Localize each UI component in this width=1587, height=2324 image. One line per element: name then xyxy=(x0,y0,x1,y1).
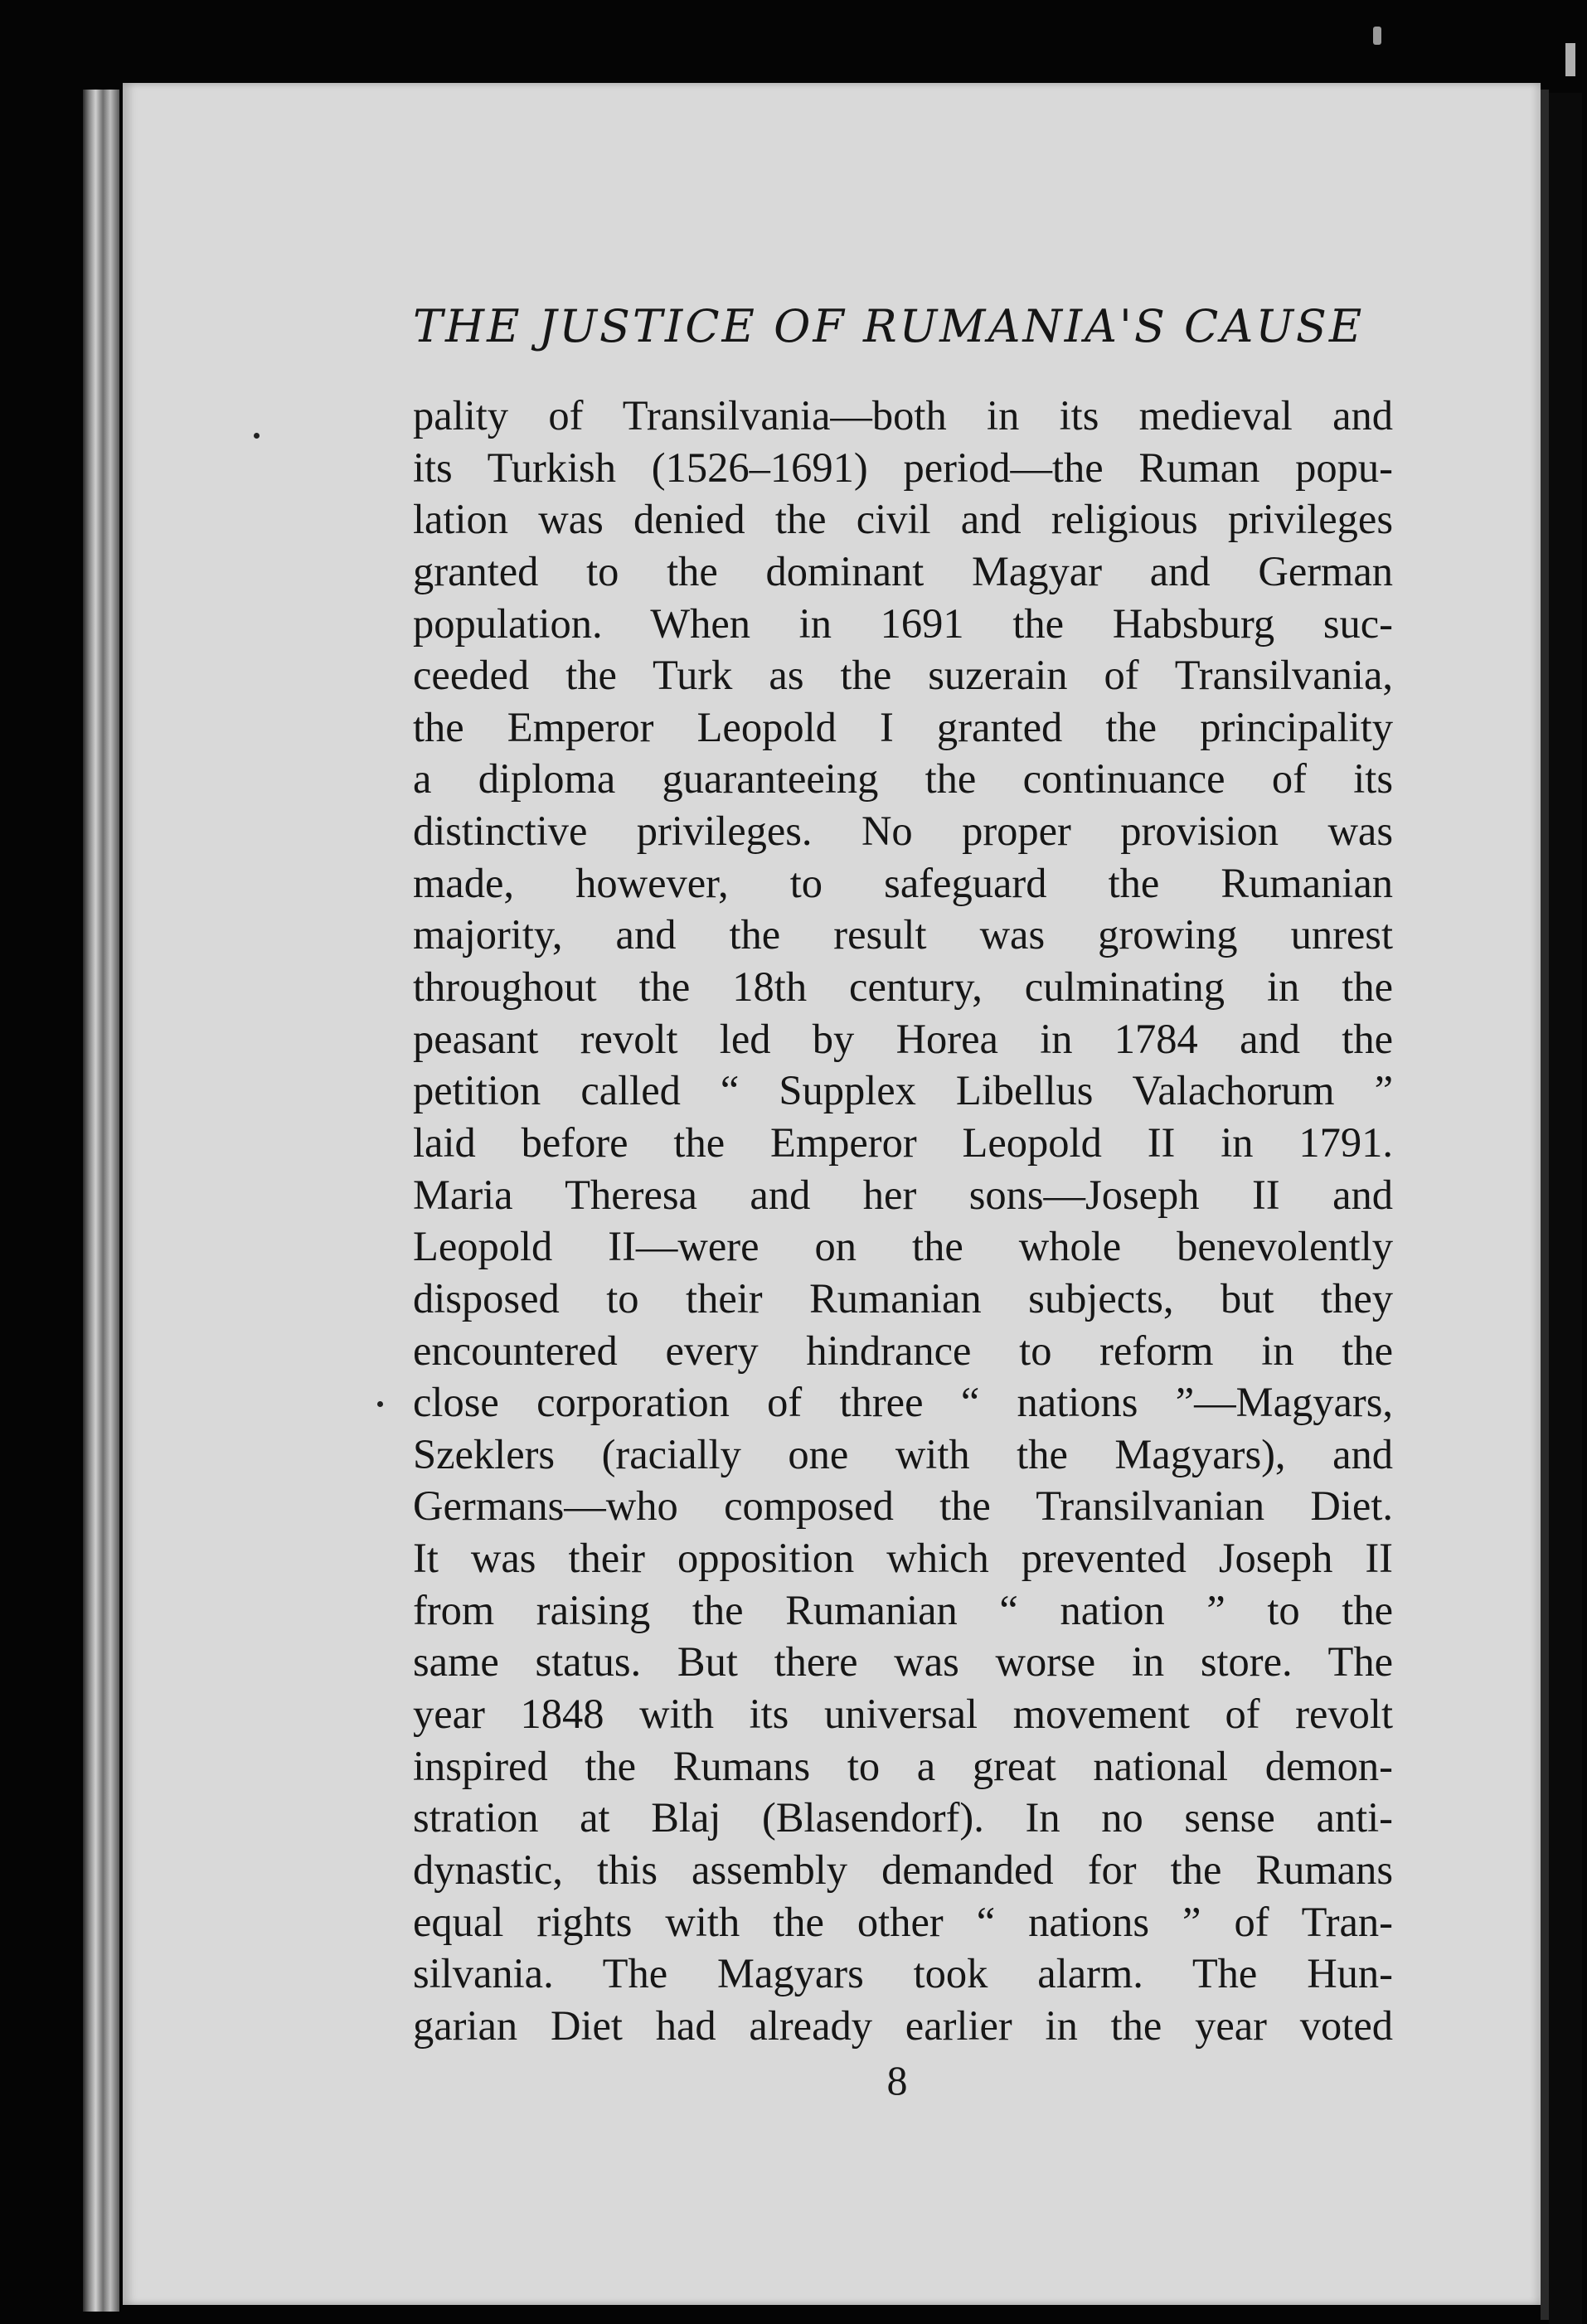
text-line: It was their opposition which prevented Joseph II xyxy=(413,1535,1393,1582)
text-line: equal rights with the other “ nations ” of Tran- xyxy=(413,1898,1393,1945)
text-line: disposed to their Rumanian subjects, but they xyxy=(413,1274,1393,1322)
text-line: pality of Transilvania—both in its medieval and xyxy=(413,392,1393,439)
text-line: distinctive privileges. No proper provision was xyxy=(413,808,1393,855)
text-line: majority, and the result was growing unrest xyxy=(413,911,1393,958)
text-line: granted to the dominant Magyar and German xyxy=(413,547,1393,594)
text-line: peasant revolt led by Horea in 1784 and the xyxy=(413,1015,1393,1062)
text-line: same status. But there was worse in store. The xyxy=(413,1638,1393,1686)
body-text xyxy=(413,390,1393,2052)
next-page-edge-mark xyxy=(1565,43,1575,76)
text-line: its Turkish (1526–1691) period—the Ruman popu- xyxy=(413,444,1393,491)
running-head: THE JUSTICE OF RUMANIA'S CAUSE xyxy=(413,300,1365,352)
margin-speck xyxy=(377,1401,383,1407)
text-line: lation was denied the civil and religious privileges xyxy=(413,496,1393,543)
text-line: stration at Blaj (Blasendorf). In no sense anti- xyxy=(413,1794,1393,1841)
next-page-edge xyxy=(1549,93,1582,2324)
text-line: petition called “ Supplex Libellus Valachorum ” xyxy=(413,1067,1393,1114)
text-line: laid before the Emperor Leopold II in 1791. xyxy=(413,1118,1393,1166)
text-line: inspired the Rumans to a great national demon- xyxy=(413,1742,1393,1789)
text-line: dynastic, this assembly demanded for the Rumans xyxy=(413,1846,1393,1893)
text-line: encountered every hindrance to reform in the xyxy=(413,1327,1393,1374)
text-line: from raising the Rumanian “ nation ” to the xyxy=(413,1586,1393,1633)
text-line: throughout the 18th century, culminating in the xyxy=(413,963,1393,1011)
text-line: Maria Theresa and her sons—Joseph II and xyxy=(413,1171,1393,1218)
text-line: Leopold II—were on the whole benevolently xyxy=(413,1223,1393,1270)
text-line: silvania. The Magyars took alarm. The Hun- xyxy=(413,1950,1393,1997)
text-line: close corporation of three “ nations ”—Magyars, xyxy=(413,1379,1393,1426)
text-line: year 1848 with its universal movement of revolt xyxy=(413,1691,1393,1738)
page-binding-edge xyxy=(83,90,119,2312)
text-line: Germans—who composed the Transilvanian Diet. xyxy=(413,1482,1393,1530)
text-line: ceeded the Turk as the suzerain of Transilvania, xyxy=(413,652,1393,699)
text-line: garian Diet had already earlier in the year voted xyxy=(413,2001,1393,2049)
text-line: the Emperor Leopold I granted the principality xyxy=(413,703,1393,750)
scan-corner-mark xyxy=(1373,27,1381,45)
text-line: a diploma guaranteeing the continuance of its xyxy=(413,755,1393,803)
margin-speck xyxy=(254,433,260,439)
text-line: Szeklers (racially one with the Magyars), and xyxy=(413,1430,1393,1477)
text-line: population. When in 1691 the Habsburg suc- xyxy=(413,599,1393,647)
page-number: 8 xyxy=(886,2057,908,2103)
page-right-edge xyxy=(1541,90,1549,2320)
text-line: made, however, to safeguard the Rumanian xyxy=(413,859,1393,906)
